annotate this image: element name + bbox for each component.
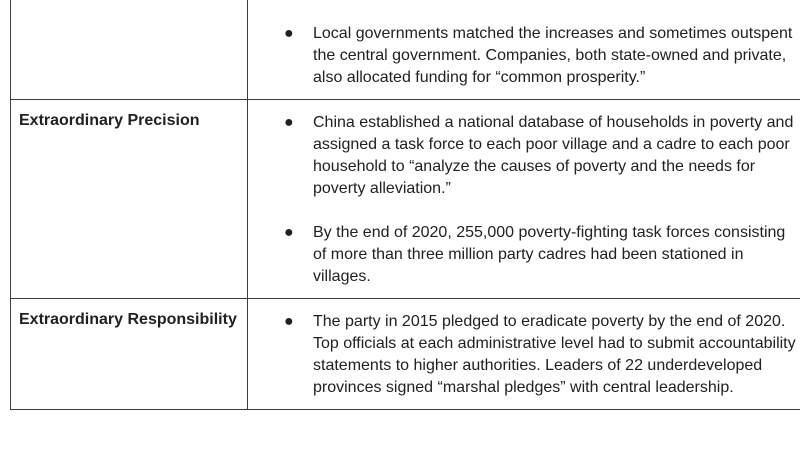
table-row [11,0,800,100]
row-content [248,299,800,410]
list-item [248,222,800,288]
bullet-icon: ● [284,313,294,330]
bullet-icon: ● [284,114,294,131]
bullet-icon [284,0,294,1]
list-item [248,23,800,89]
row-content [248,100,800,299]
bullet-text: Local governments matched the increases and sometimes outspent the central government. Companies, both state-owned and private, also allocated funding for “common prosperity.” [313,25,793,86]
list-item [248,112,800,200]
bullet-list [248,0,800,89]
row-label [11,0,248,100]
bullet-icon: ● [284,224,294,241]
bullet-text: China established a national database of households in poverty and assigned a task force to each poor village and a cadre to each poor household to “analyze the causes of poverty and the needs for poverty alleviation.” [313,114,794,197]
list-item [248,311,800,399]
bullet-text: By the end of 2020, 255,000 poverty-fighting task forces consisting of more than three million party cadres had been stationed in villages. [313,224,786,285]
policy-table [10,0,800,410]
bullet-icon: ● [284,25,294,42]
row-content [248,0,800,100]
table-row [11,299,800,410]
list-item [248,0,800,1]
table-row [11,100,800,299]
bullet-list [248,112,800,288]
row-label: Extraordinary Precision [11,100,248,299]
row-label: Extraordinary Responsibility [11,299,248,410]
bullet-list [248,311,800,399]
bullet-text: The party in 2015 pledged to eradicate poverty by the end of 2020. Top officials at each administrative level had to submit accountability statements to higher authorities. Leaders of 22 underdeveloped provinces signed “marshal pledges” with central leadership. [313,313,796,396]
